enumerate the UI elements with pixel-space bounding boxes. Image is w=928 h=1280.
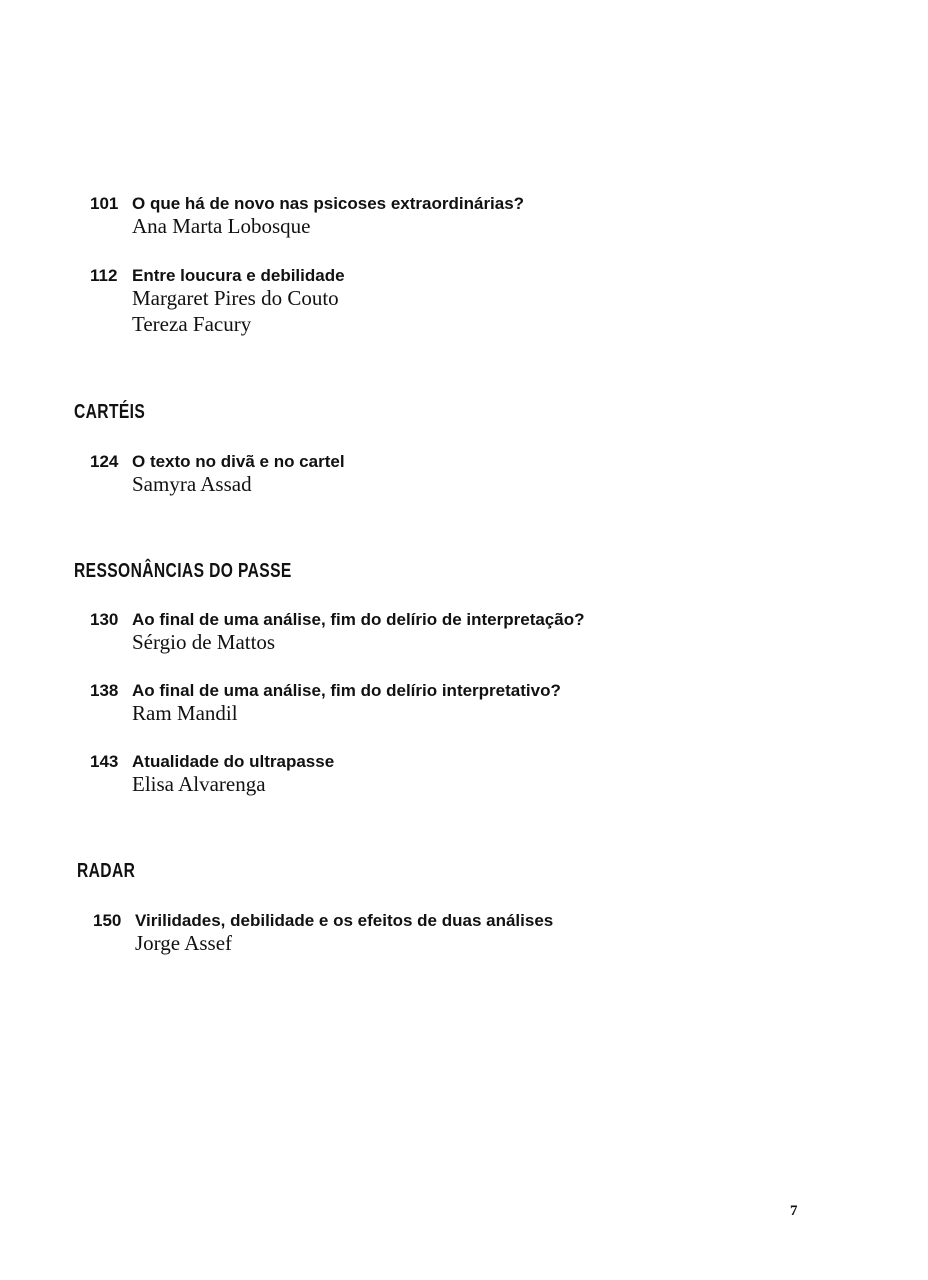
entry-authors (132, 471, 252, 497)
entry-author: Samyra Assad (132, 472, 252, 496)
entry-author: Tereza Facury (132, 312, 252, 336)
entry-title: O texto no divã e no cartel (132, 452, 345, 471)
entry-title: O que há de novo nas psicoses extraordinárias? (132, 194, 525, 213)
entry-authors (132, 771, 266, 797)
entry-page-number: 124 (90, 452, 119, 471)
entry-authors (132, 700, 238, 726)
entry-page-number: 101 (90, 194, 119, 213)
entry-page-number: 112 (90, 266, 118, 285)
entry-title: Virilidades, debilidade e os efeitos de duas análises (135, 911, 554, 930)
entry-author: Jorge Assef (135, 931, 233, 955)
entry-title: Ao final de uma análise, fim do delírio interpretativo? (132, 681, 561, 700)
section-heading-ressonancias: RESSONÂNCIAS DO PASSE (74, 560, 292, 582)
entry-title: Ao final de uma análise, fim do delírio de interpretação? (132, 610, 585, 629)
entry-author: Ana Marta Lobosque (132, 214, 311, 238)
entry-page-number: 130 (90, 610, 119, 629)
section-heading-radar: RADAR (77, 860, 136, 882)
entry-author: Margaret Pires do Couto (132, 286, 339, 310)
entry-authors (132, 285, 339, 337)
entry-author: Ram Mandil (132, 701, 238, 725)
entry-authors (132, 213, 310, 239)
section-heading-carteis: CARTÉIS (74, 401, 146, 423)
page-number: 7 (790, 1203, 798, 1219)
entry-page-number: 138 (90, 681, 119, 700)
entry-authors (135, 930, 232, 956)
entry-author: Sérgio de Mattos (132, 630, 276, 654)
entry-title: Atualidade do ultrapasse (132, 752, 335, 771)
entry-page-number: 150 (93, 911, 122, 930)
entry-authors (132, 629, 275, 655)
entry-page-number: 143 (90, 752, 119, 771)
entry-title: Entre loucura e debilidade (132, 266, 345, 285)
entry-author: Elisa Alvarenga (132, 772, 266, 796)
